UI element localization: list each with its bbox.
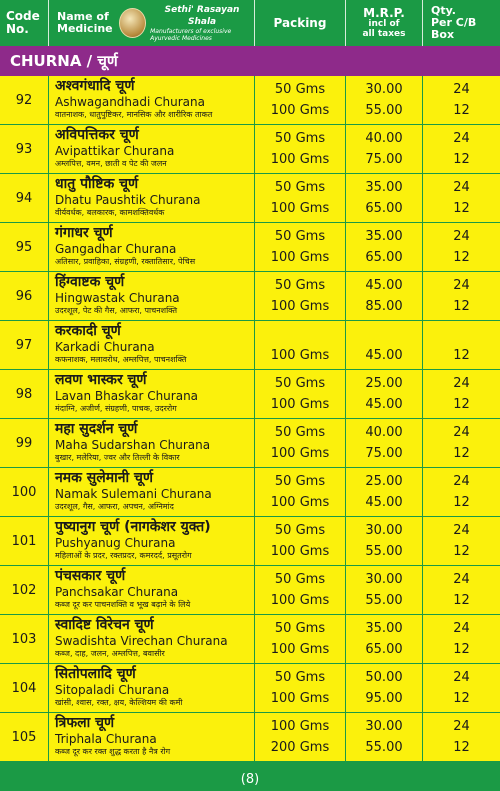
code-value: 100	[11, 484, 37, 500]
packing-value: 100 Gms	[270, 200, 330, 216]
code-cell	[0, 517, 49, 565]
mrp-value: 30.00	[365, 81, 403, 97]
mrp-value: 25.00	[365, 375, 403, 391]
mrp-value: 95.00	[365, 690, 403, 706]
code-value: 105	[11, 729, 37, 745]
mrp-value: 65.00	[365, 200, 403, 216]
name-description: अम्लपित्त, वमन, छाती व पेट की जलन	[55, 159, 167, 168]
header-mrp	[346, 0, 423, 46]
name-cell	[49, 174, 255, 222]
qty-value: 12	[453, 249, 470, 265]
mrp-cell	[346, 76, 423, 124]
name-description: वीर्यवर्धक, बलकारक, कामशक्तिवर्धक	[55, 208, 165, 217]
name-cell	[49, 370, 255, 418]
name-cell	[49, 566, 255, 614]
mrp-cell	[346, 370, 423, 418]
mrp-value: 40.00	[365, 130, 403, 146]
name-cell	[49, 223, 255, 271]
name-description: कब्ज दूर कर रक्त शुद्ध करता है नैत्र रोग	[55, 747, 171, 756]
qty-value: 12	[453, 445, 470, 461]
packing-value: 100 Gms	[270, 494, 330, 510]
packing-cell	[255, 223, 346, 271]
header-code	[0, 0, 49, 46]
name-english: Hingwastak Churana	[55, 291, 180, 305]
code-value: 104	[11, 680, 37, 696]
qty-value: 24	[453, 375, 470, 391]
qty-cell	[423, 517, 500, 565]
qty-value: 24	[453, 473, 470, 489]
packing-cell	[255, 615, 346, 663]
table-row	[0, 321, 500, 370]
packing-value: 100 Gms	[270, 543, 330, 559]
mrp-cell	[346, 713, 423, 761]
code-value: 93	[15, 141, 33, 157]
packing-cell	[255, 321, 346, 369]
qty-value: 12	[453, 102, 470, 118]
qty-cell	[423, 419, 500, 467]
mrp-value: 30.00	[365, 718, 403, 734]
qty-value: 12	[453, 494, 470, 510]
qty-value: 12	[453, 690, 470, 706]
mrp-value: 55.00	[365, 592, 403, 608]
name-hindi: पुष्यानुग चूर्ण (नागकेशर युक्त)	[55, 519, 211, 535]
mrp-value: 40.00	[365, 424, 403, 440]
qty-value: 24	[453, 669, 470, 685]
packing-value: 100 Gms	[270, 249, 330, 265]
brand-logo	[119, 4, 254, 42]
qty-value: 24	[453, 522, 470, 538]
qty-value: 24	[453, 718, 470, 734]
mrp-cell	[346, 517, 423, 565]
brand-subtitle-2: Ayurvedic Medicines	[150, 35, 212, 42]
packing-cell	[255, 76, 346, 124]
mrp-cell	[346, 664, 423, 712]
name-cell	[49, 272, 255, 320]
header-code-line2: No.	[6, 22, 29, 36]
code-cell	[0, 174, 49, 222]
code-cell	[0, 321, 49, 369]
qty-value: 24	[453, 620, 470, 636]
qty-value: 24	[453, 277, 470, 293]
mrp-value: 35.00	[365, 228, 403, 244]
name-english: Dhatu Paushtik Churana	[55, 193, 201, 207]
qty-cell	[423, 321, 500, 369]
packing-cell	[255, 517, 346, 565]
code-value: 94	[15, 190, 33, 206]
table-row	[0, 468, 500, 517]
header-name-line1: Name of	[57, 10, 109, 23]
mrp-cell	[346, 468, 423, 516]
table-row	[0, 174, 500, 223]
name-hindi: त्रिफला चूर्ण	[55, 715, 115, 731]
packing-value: 50 Gms	[274, 375, 326, 391]
name-description: बुखार, मलेरिया, ज्वर और तिल्ली के विकार	[55, 453, 180, 462]
name-english: Panchsakar Churana	[55, 585, 179, 599]
packing-value: 100 Gms	[270, 641, 330, 657]
code-cell	[0, 615, 49, 663]
table-row	[0, 664, 500, 713]
qty-value: 12	[453, 592, 470, 608]
qty-value: 24	[453, 424, 470, 440]
qty-value: 12	[453, 298, 470, 314]
name-hindi: अविपत्तिकर चूर्ण	[55, 127, 139, 143]
name-hindi: स्वादिष्ट विरेचन चूर्ण	[55, 617, 154, 633]
mrp-value: 35.00	[365, 620, 403, 636]
header-qty-line2: Per C/B	[431, 16, 477, 29]
name-hindi: पंचसकार चूर्ण	[55, 568, 126, 584]
packing-value: 100 Gms	[270, 690, 330, 706]
header-code-line1: Code	[6, 9, 40, 23]
mrp-value: 45.00	[365, 494, 403, 510]
code-value: 95	[15, 239, 33, 255]
name-hindi: हिंग्वाष्टक चूर्ण	[55, 274, 125, 290]
packing-value: 100 Gms	[270, 347, 330, 363]
header-name-line2: Medicine	[57, 22, 113, 35]
mrp-cell	[346, 615, 423, 663]
header-name	[49, 0, 255, 46]
brand-title: Sethi' Rasayan Shala	[164, 5, 240, 27]
packing-value: 100 Gms	[270, 151, 330, 167]
mrp-value: 35.00	[365, 179, 403, 195]
code-cell	[0, 566, 49, 614]
mrp-value: 65.00	[365, 641, 403, 657]
packing-value: 50 Gms	[274, 228, 326, 244]
name-description: उदरशूल, पेट की गैस, आफरा, पाचनशक्ति	[55, 306, 177, 315]
mrp-value: 75.00	[365, 151, 403, 167]
qty-cell	[423, 174, 500, 222]
name-english: Swadishta Virechan Churana	[55, 634, 228, 648]
table-row	[0, 272, 500, 321]
name-cell	[49, 125, 255, 173]
packing-cell	[255, 566, 346, 614]
brand-subtitle-1: Manufacturers of exclusive	[150, 28, 232, 35]
name-hindi: सितोपलादि चूर्ण	[55, 666, 136, 682]
packing-value: 200 Gms	[270, 739, 330, 755]
mrp-value: 55.00	[365, 543, 403, 559]
name-english: Namak Sulemani Churana	[55, 487, 212, 501]
packing-cell	[255, 664, 346, 712]
medicine-table	[0, 76, 500, 762]
code-cell	[0, 272, 49, 320]
qty-value: 12	[453, 543, 470, 559]
page-number: (8)	[0, 768, 500, 791]
code-value: 101	[11, 533, 37, 549]
name-english: Maha Sudarshan Churana	[55, 438, 211, 452]
brand-emblem-icon	[119, 8, 146, 38]
name-description: महिलाओं के प्रदर, रक्तप्रदर, कमरदर्द, प्रसूतरोग	[55, 551, 192, 560]
mrp-value: 75.00	[365, 445, 403, 461]
table-row	[0, 566, 500, 615]
packing-cell	[255, 272, 346, 320]
name-cell	[49, 517, 255, 565]
qty-cell	[423, 76, 500, 124]
mrp-value: 45.00	[365, 396, 403, 412]
mrp-cell	[346, 419, 423, 467]
qty-value: 12	[453, 200, 470, 216]
code-cell	[0, 370, 49, 418]
code-value: 98	[15, 386, 33, 402]
qty-cell	[423, 566, 500, 614]
name-english: Gangadhar Churana	[55, 242, 177, 256]
name-english: Triphala Churana	[55, 732, 157, 746]
code-cell	[0, 223, 49, 271]
brand-text	[150, 4, 254, 42]
code-cell	[0, 468, 49, 516]
name-cell	[49, 468, 255, 516]
packing-value: 50 Gms	[274, 424, 326, 440]
table-row	[0, 223, 500, 272]
header-qty	[423, 0, 500, 46]
name-cell	[49, 664, 255, 712]
name-description: कब्ज दूर कर पाचनशक्ति व भूख बढ़ाने के लिये	[55, 600, 191, 609]
mrp-cell	[346, 566, 423, 614]
packing-value: 100 Gms	[270, 298, 330, 314]
qty-value: 24	[453, 228, 470, 244]
mrp-value: 45.00	[365, 347, 403, 363]
name-english: Pushyanug Churana	[55, 536, 176, 550]
packing-value: 50 Gms	[274, 522, 326, 538]
table-header	[0, 0, 500, 46]
name-hindi: महा सुदर्शन चूर्ण	[55, 421, 138, 437]
packing-value: 50 Gms	[274, 620, 326, 636]
qty-value: 24	[453, 179, 470, 195]
qty-value: 12	[453, 151, 470, 167]
code-cell	[0, 125, 49, 173]
packing-value: 100 Gms	[270, 718, 330, 734]
mrp-value: 85.00	[365, 298, 403, 314]
name-description: खांसी, श्वास, रक्त, क्षय, केल्शियम की कमी	[55, 698, 183, 707]
code-cell	[0, 419, 49, 467]
name-english: Avipattikar Churana	[55, 144, 175, 158]
mrp-value: 30.00	[365, 571, 403, 587]
name-description: उदरशूल, गैस, आफरा, अपचन, अग्निमांद	[55, 502, 174, 511]
packing-cell	[255, 713, 346, 761]
qty-value: 12	[453, 641, 470, 657]
packing-value: 50 Gms	[274, 81, 326, 97]
name-description: मंदाग्नि, अजीर्ण, संग्रहणी, पाचक, उदररोग	[55, 404, 177, 413]
mrp-cell	[346, 223, 423, 271]
name-english: Ashwagandhadi Churana	[55, 95, 205, 109]
table-row	[0, 713, 500, 762]
code-value: 97	[15, 337, 33, 353]
qty-cell	[423, 223, 500, 271]
name-hindi: लवण भास्कर चूर्ण	[55, 372, 147, 388]
table-row	[0, 125, 500, 174]
qty-value: 24	[453, 81, 470, 97]
qty-cell	[423, 272, 500, 320]
table-row	[0, 615, 500, 664]
packing-cell	[255, 468, 346, 516]
table-row	[0, 517, 500, 566]
code-cell	[0, 76, 49, 124]
mrp-value: 55.00	[365, 102, 403, 118]
header-qty-line1: Qty.	[431, 4, 456, 17]
qty-cell	[423, 664, 500, 712]
mrp-value: 65.00	[365, 249, 403, 265]
table-row	[0, 76, 500, 125]
mrp-value: 55.00	[365, 739, 403, 755]
name-description: वातनाशक, धातुपुष्टिकर, मानसिक और शारीरिक ताकत	[55, 110, 213, 119]
name-description: अतिसार, प्रवाहिका, संग्रहणी, रक्तातिसार, पेचिस	[55, 257, 196, 266]
table-row	[0, 419, 500, 468]
name-hindi: करकादी चूर्ण	[55, 323, 121, 339]
name-cell	[49, 713, 255, 761]
qty-value: 12	[453, 396, 470, 412]
header-qty-line3: Box	[431, 28, 455, 41]
packing-value: 50 Gms	[274, 571, 326, 587]
header-name-text	[57, 11, 113, 35]
qty-value: 24	[453, 130, 470, 146]
header-mrp-title: M.R.P.	[363, 6, 405, 20]
mrp-cell	[346, 321, 423, 369]
name-description: कब्ज, दाह, जलन, अम्लपित्त, बवासीर	[55, 649, 165, 658]
name-hindi: धातु पौष्टिक चूर्ण	[55, 176, 139, 192]
code-value: 99	[15, 435, 33, 451]
header-packing: Packing	[255, 0, 346, 46]
section-title: CHURNA / चूर्ण	[0, 46, 500, 76]
header-mrp-sub1: incl of	[368, 19, 400, 29]
mrp-value: 25.00	[365, 473, 403, 489]
packing-cell	[255, 125, 346, 173]
packing-cell	[255, 370, 346, 418]
code-cell	[0, 664, 49, 712]
mrp-cell	[346, 272, 423, 320]
name-cell	[49, 615, 255, 663]
name-hindi: अश्वगंधादि चूर्ण	[55, 78, 135, 94]
qty-value: 12	[453, 739, 470, 755]
name-english: Karkadi Churana	[55, 340, 155, 354]
name-cell	[49, 419, 255, 467]
packing-value: 100 Gms	[270, 396, 330, 412]
packing-value: 100 Gms	[270, 445, 330, 461]
name-cell	[49, 76, 255, 124]
table-row	[0, 370, 500, 419]
name-english: Lavan Bhaskar Churana	[55, 389, 199, 403]
packing-value: 100 Gms	[270, 102, 330, 118]
name-description: कफनाशक, मलावरोध, अम्लपित्त, पाचनशक्ति	[55, 355, 187, 364]
qty-cell	[423, 468, 500, 516]
qty-value: 24	[453, 571, 470, 587]
header-mrp-sub2: all taxes	[362, 29, 406, 39]
name-hindi: नमक सुलेमानी चूर्ण	[55, 470, 154, 486]
mrp-value: 30.00	[365, 522, 403, 538]
mrp-value: 45.00	[365, 277, 403, 293]
qty-value: 12	[453, 347, 470, 363]
qty-cell	[423, 370, 500, 418]
mrp-cell	[346, 174, 423, 222]
packing-value: 50 Gms	[274, 179, 326, 195]
code-cell	[0, 713, 49, 761]
code-value: 92	[15, 92, 33, 108]
qty-cell	[423, 615, 500, 663]
mrp-cell	[346, 125, 423, 173]
name-english: Sitopaladi Churana	[55, 683, 170, 697]
code-value: 102	[11, 582, 37, 598]
qty-cell	[423, 713, 500, 761]
qty-cell	[423, 125, 500, 173]
packing-value: 100 Gms	[270, 592, 330, 608]
packing-value: 50 Gms	[274, 669, 326, 685]
code-value: 103	[11, 631, 37, 647]
packing-value: 50 Gms	[274, 473, 326, 489]
name-cell	[49, 321, 255, 369]
name-hindi: गंगाधर चूर्ण	[55, 225, 113, 241]
packing-value: 50 Gms	[274, 277, 326, 293]
mrp-value: 50.00	[365, 669, 403, 685]
packing-value: 50 Gms	[274, 130, 326, 146]
code-value: 96	[15, 288, 33, 304]
packing-cell	[255, 174, 346, 222]
packing-cell	[255, 419, 346, 467]
